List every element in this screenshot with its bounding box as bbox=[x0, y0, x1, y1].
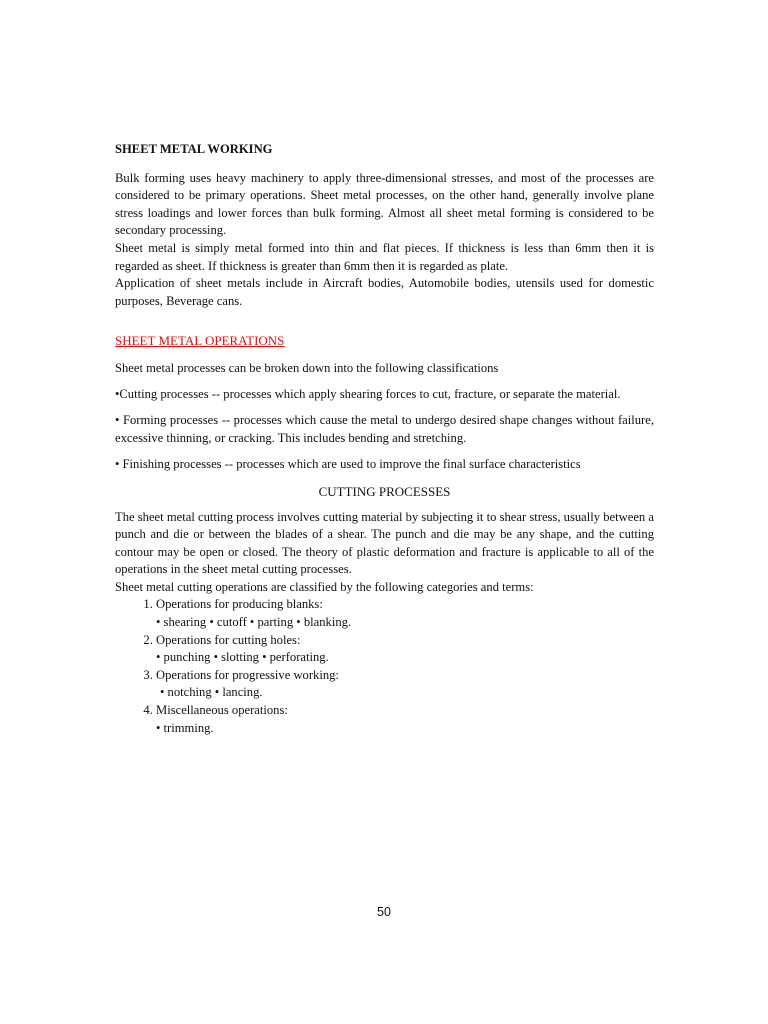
classification-finishing: • Finishing processes -- processes which are used to improve the final surface characteristics bbox=[115, 457, 581, 472]
classification-forming: • Forming processes -- processes which cause the metal to undergo desired shape changes without failure, excessive thinning, or cracking. This includes bending and stretching. bbox=[115, 413, 654, 445]
list-item bbox=[156, 596, 654, 631]
list-item-title: 2. Operations for cutting holes: bbox=[156, 632, 301, 647]
list-item-title: 3. Operations for progressive working: bbox=[156, 667, 339, 682]
list-item-terms: • trimming. bbox=[156, 720, 214, 735]
page-heading: SHEET METAL WORKING bbox=[115, 142, 273, 156]
intro-paragraph-bulk-forming: Bulk forming uses heavy machinery to apply three-dimensional stresses, and most of the processes are considered to be primary operations. Sheet metal processes, on the other hand, generally involve plane stress loadings and lower forces than bulk forming. Almost all sheet metal forming is considered to be secondary processing. bbox=[115, 170, 654, 238]
cutting-operations-list bbox=[115, 596, 654, 737]
cutting-paragraph: The sheet metal cutting process involves cutting material by subjecting it to shear stress, usually between a punch and die or between the blades of a shear. The punch and die may be any shape, and the cutting contour may be open or closed. The theory of plastic deformation and fracture is applicable to all of the operations in the sheet metal cutting processes. bbox=[115, 509, 654, 577]
list-item-terms: • shearing • cutoff • parting • blanking. bbox=[156, 615, 352, 630]
list-item-title: 1. Operations for producing blanks: bbox=[156, 597, 323, 612]
cutting-list-intro: Sheet metal cutting operations are classified by the following categories and terms: bbox=[115, 579, 534, 594]
list-item-terms: • notching • lancing. bbox=[160, 685, 263, 700]
intro-paragraph-applications: Application of sheet metals include in Aircraft bodies, Automobile bodies, utensils used for domestic purposes, Beverage cans. bbox=[115, 276, 654, 308]
list-item-terms: • punching • slotting • perforating. bbox=[156, 650, 329, 665]
page-content bbox=[115, 141, 654, 737]
intro-paragraph-sheet-definition: Sheet metal is simply metal formed into thin and flat pieces. If thickness is less than 6mm then it is regarded as sheet. If thickness is greater than 6mm then it is regarded as plate. bbox=[115, 240, 654, 273]
list-item-title: 4. Miscellaneous operations: bbox=[156, 703, 288, 718]
operations-intro: Sheet metal processes can be broken down into the following classifications bbox=[115, 360, 499, 375]
operations-section-title: SHEET METAL OPERATIONS bbox=[115, 333, 285, 349]
list-item bbox=[156, 702, 654, 737]
classification-cutting: •Cutting processes -- processes which apply shearing forces to cut, fracture, or separate the material. bbox=[115, 386, 621, 401]
list-item bbox=[156, 667, 654, 702]
cutting-section-title: CUTTING PROCESSES bbox=[318, 483, 451, 499]
list-item bbox=[156, 632, 654, 667]
page-number: 50 bbox=[377, 905, 391, 919]
